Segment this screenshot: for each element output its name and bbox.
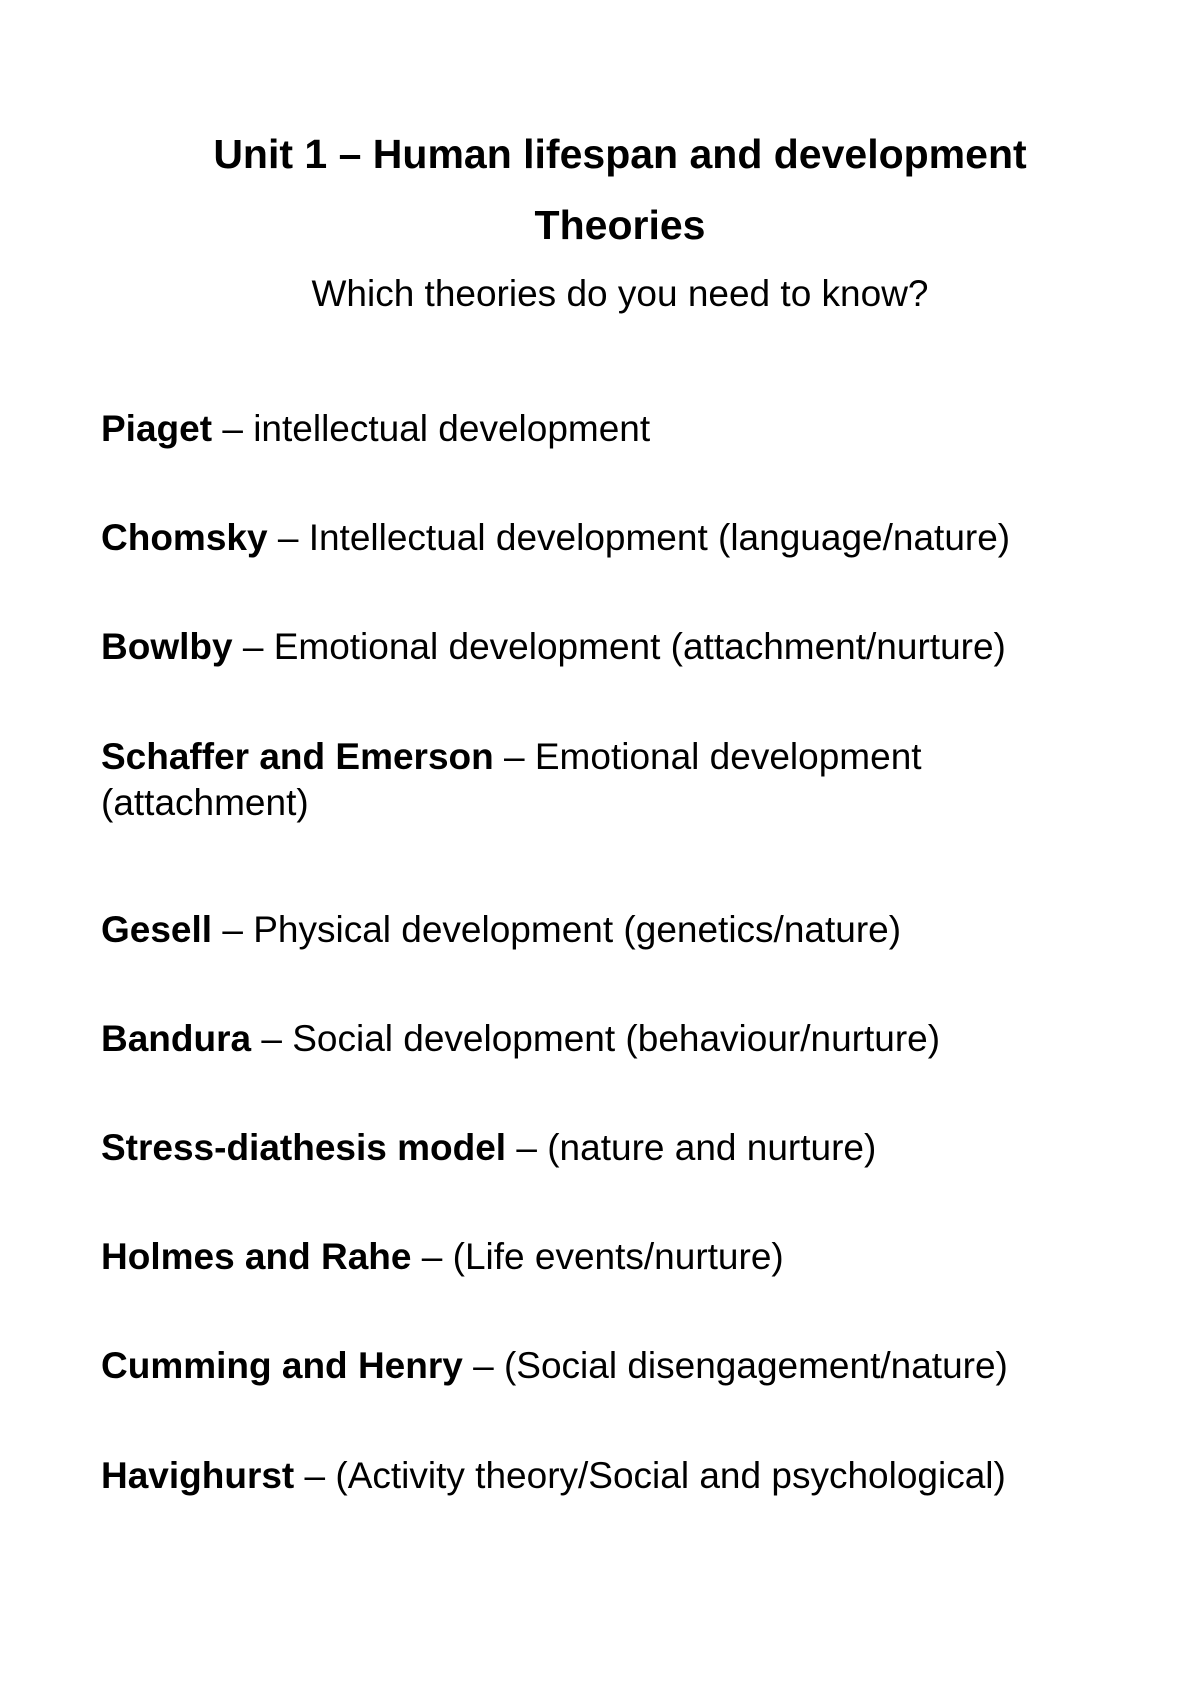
theorist-name: Havighurst bbox=[101, 1455, 295, 1496]
theory-item-gesell bbox=[101, 907, 1121, 953]
theory-item-chomsky bbox=[101, 515, 1121, 561]
theory-item-havighurst bbox=[101, 1453, 1121, 1499]
theory-description: (Life events/nurture) bbox=[452, 1236, 784, 1277]
separator: – bbox=[411, 1236, 453, 1277]
theorist-name: Bowlby bbox=[101, 626, 233, 667]
theory-description: (Activity theory/Social and psychological) bbox=[335, 1455, 1006, 1496]
separator: – bbox=[212, 408, 254, 449]
theory-item-bandura bbox=[101, 1016, 1121, 1062]
theorist-name: Chomsky bbox=[101, 517, 268, 558]
theorist-name: Schaffer and Emerson bbox=[101, 736, 494, 777]
separator: – bbox=[232, 626, 274, 667]
theorist-name: Holmes and Rahe bbox=[101, 1236, 412, 1277]
separator: – bbox=[506, 1127, 548, 1168]
theorist-name: Stress-diathesis model bbox=[101, 1127, 507, 1168]
theory-description: Emotional development (attachment/nurture) bbox=[273, 626, 1006, 667]
separator: – bbox=[212, 909, 254, 950]
theory-item-bowlby bbox=[101, 624, 1121, 670]
theory-description: intellectual development bbox=[253, 408, 651, 449]
theory-description: Emotional development (attachment) bbox=[101, 736, 922, 823]
theorist-name: Bandura bbox=[101, 1018, 252, 1059]
theory-description: (Social disengagement/nature) bbox=[503, 1345, 1008, 1386]
document-title: Unit 1 – Human lifespan and development bbox=[213, 131, 1027, 177]
section-title: Theories bbox=[534, 202, 706, 248]
intro-question: Which theories do you need to know? bbox=[311, 273, 929, 314]
theory-item-holmes-rahe bbox=[101, 1234, 1121, 1280]
theory-item-cumming-henry bbox=[101, 1343, 1121, 1389]
separator: – bbox=[251, 1018, 293, 1059]
theory-item-schaffer-emerson bbox=[101, 734, 1021, 826]
theory-description: Social development (behaviour/nurture) bbox=[292, 1018, 941, 1059]
theory-item-piaget bbox=[101, 406, 1121, 452]
separator: – bbox=[294, 1455, 336, 1496]
theory-item-stress-diathesis bbox=[101, 1125, 1121, 1171]
theorist-name: Gesell bbox=[101, 909, 213, 950]
theory-description: Physical development (genetics/nature) bbox=[253, 909, 902, 950]
theory-description: Intellectual development (language/nature) bbox=[308, 517, 1011, 558]
theorist-name: Cumming and Henry bbox=[101, 1345, 463, 1386]
theorist-name: Piaget bbox=[101, 408, 213, 449]
separator: – bbox=[462, 1345, 504, 1386]
separator: – bbox=[493, 736, 535, 777]
theory-description: (nature and nurture) bbox=[547, 1127, 877, 1168]
separator: – bbox=[267, 517, 309, 558]
